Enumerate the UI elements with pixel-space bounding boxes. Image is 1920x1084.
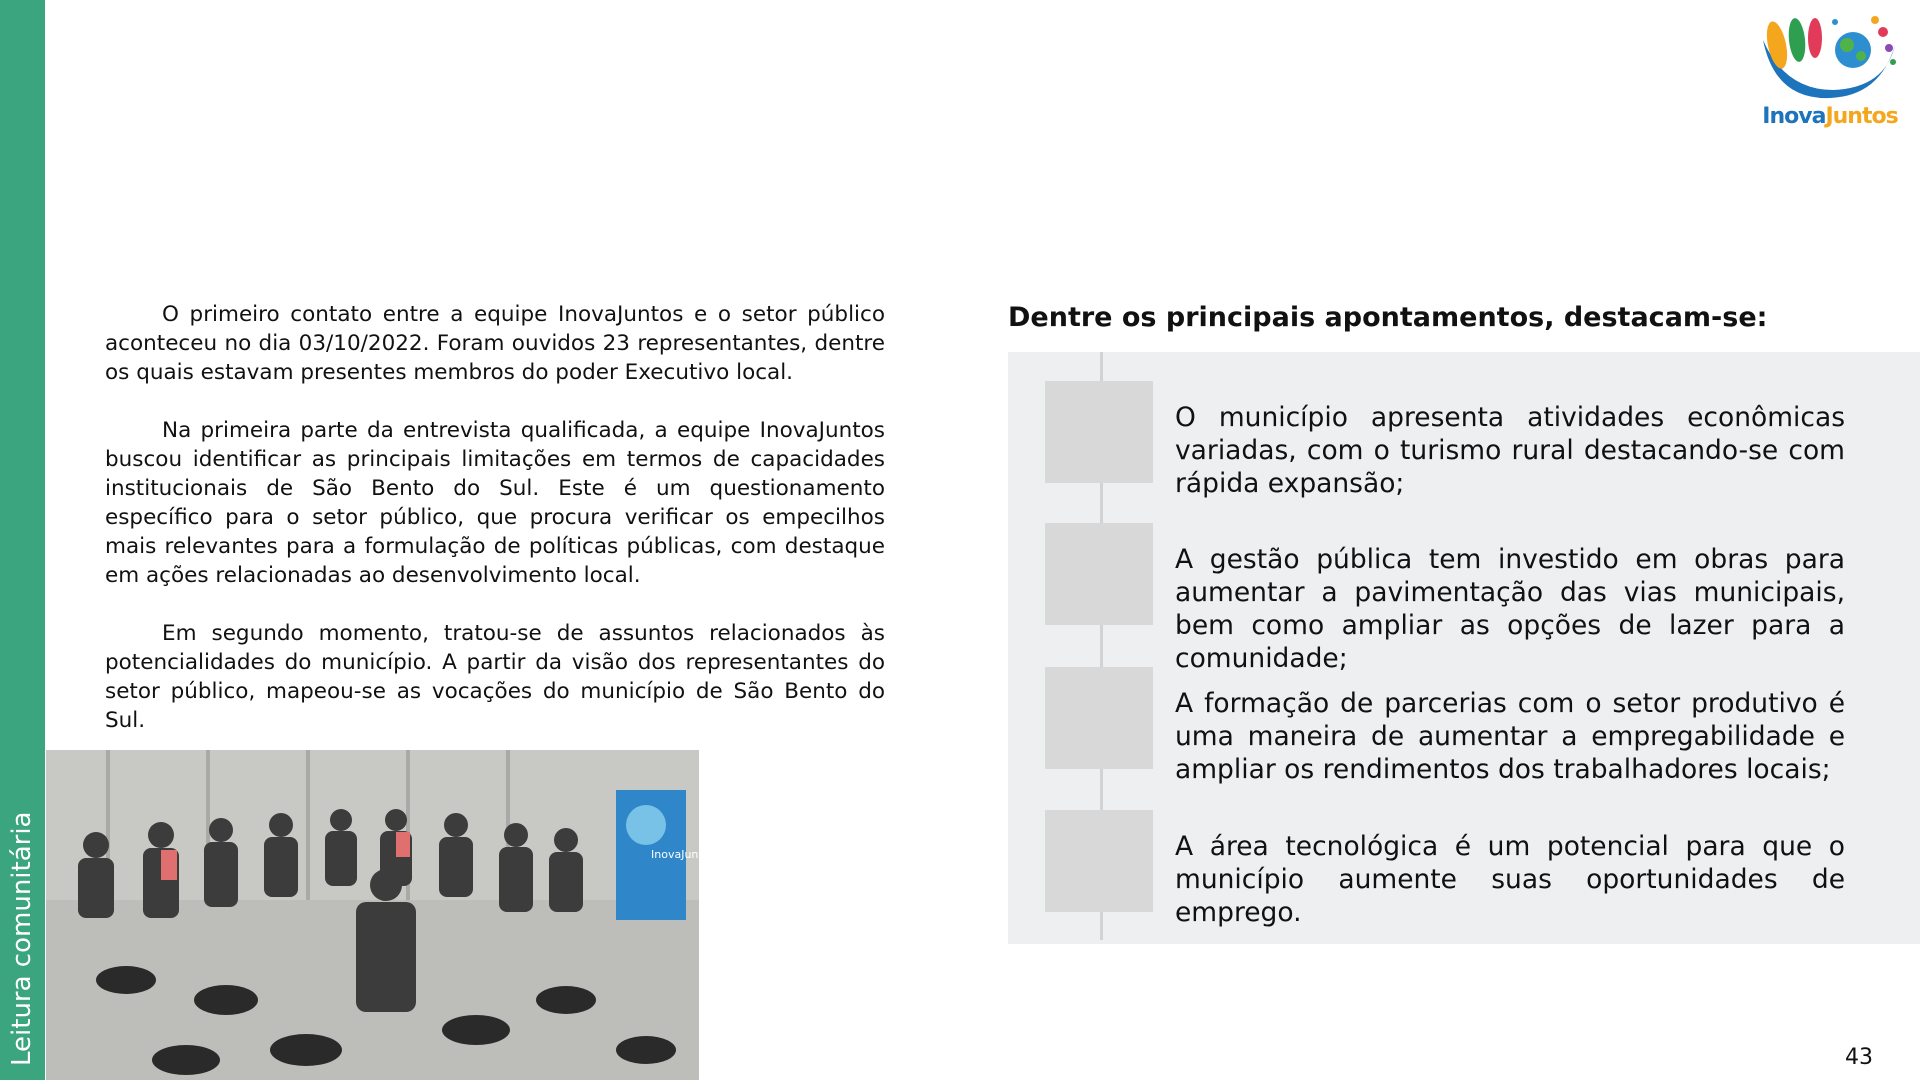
- logo-wordmark: InovaJuntos: [1762, 104, 1898, 129]
- highlight-text: A formação de parcerias com o setor produtivo é uma maneira de aumentar a empregabilidade e ampliar os rendimentos dos trabalhadores locais;: [1175, 688, 1845, 785]
- sidebar: [0, 0, 45, 1080]
- highlight-text: O município apresenta atividades econômicas variadas, com o turismo rural destacando-se com rápida expansão;: [1175, 402, 1845, 499]
- highlight-marker: [1045, 523, 1153, 625]
- sidebar-label: Leitura comunitária: [7, 811, 37, 1066]
- highlight-marker: [1045, 667, 1153, 769]
- paragraph: O primeiro contato entre a equipe InovaJuntos e o setor público aconteceu no dia 03/10/2022. Foram ouvidos 23 representantes, dentre os quais estavam presentes membros do poder Executivo local.: [105, 302, 885, 385]
- page-number: 43: [1845, 1045, 1873, 1070]
- highlight-text: A área tecnológica é um potencial para que o município aumente suas oportunidades de emprego.: [1175, 831, 1845, 928]
- inovajuntos-logo: [1755, 10, 1905, 135]
- paragraph: Na primeira parte da entrevista qualificada, a equipe InovaJuntos buscou identificar as principais limitações em termos de capacidades institucionais de São Bento do Sul. Este é um questionamento específico para o setor público, que procura verificar os empecilhos mais relevantes para a formulação de políticas públicas, com destaque em ações relacionadas ao desenvolvimento local.: [105, 418, 885, 588]
- highlight-marker: [1045, 381, 1153, 483]
- body-text: [105, 300, 885, 764]
- meeting-photo: [46, 750, 716, 1080]
- logo-icon: [1755, 10, 1905, 110]
- svg-text:InovaJuntos: InovaJuntos: [651, 848, 716, 861]
- highlights-title: Dentre os principais apontamentos, destacam-se:: [1008, 302, 1768, 333]
- highlight-marker: [1045, 810, 1153, 912]
- highlight-text: A gestão pública tem investido em obras para aumentar a pavimentação das vias municipais, bem como ampliar as opções de lazer para a comunidade;: [1175, 544, 1845, 674]
- paragraph: Em segundo momento, tratou-se de assuntos relacionados às potencialidades do município. A partir da visão dos representantes do setor público, mapeou-se as vocações do município de São Bento do Sul.: [105, 621, 885, 733]
